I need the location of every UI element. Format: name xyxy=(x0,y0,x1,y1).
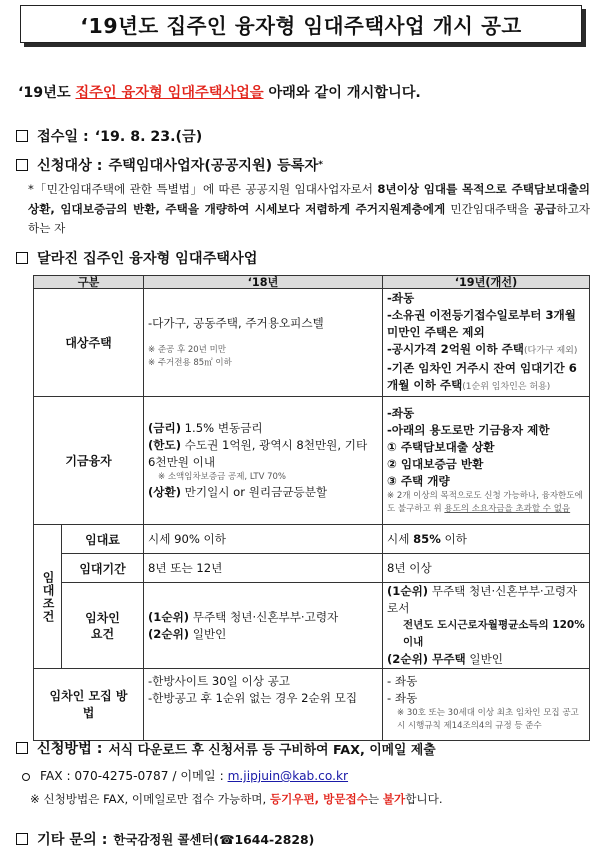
row-label: 임대료 xyxy=(62,525,144,554)
intro-sentence xyxy=(18,82,421,102)
note-highlight: 불가 xyxy=(382,792,406,806)
cell-text: - 좌동 xyxy=(387,691,418,705)
row-label: 기금융자 xyxy=(34,397,144,525)
cell-2019: 8년 이상 xyxy=(383,554,590,583)
row-label-text: 임차인 요건 xyxy=(85,610,120,641)
cell-text: 수도권 1억원, 광역시 8천만원, 기타 6천만원 이내 xyxy=(148,438,368,469)
cell-text: -좌동 xyxy=(387,406,415,420)
cell-2018: 8년 또는 12년 xyxy=(144,554,383,583)
cell-text: 일반인 xyxy=(465,652,504,666)
cell-key: (1순위) xyxy=(148,609,190,624)
cell-2018 xyxy=(144,583,383,669)
comparison-table xyxy=(33,275,590,741)
cell-note: (1순위 임차인은 허용) xyxy=(462,381,551,392)
cell-text: 일반인 xyxy=(189,626,227,641)
cell-text: -다가구, 공동주택, 주거용오피스텔 xyxy=(148,316,324,330)
cell-2018 xyxy=(144,669,383,741)
cell-2018: 시세 90% 이하 xyxy=(144,525,383,554)
cell-text: -한방사이트 30일 이상 공고 xyxy=(148,674,290,688)
note-bold: 공급 xyxy=(533,201,557,216)
contact-fax-email xyxy=(22,767,348,784)
cell-key: (한도) xyxy=(148,438,181,452)
row-label xyxy=(62,583,144,669)
note-part: 는 xyxy=(367,792,383,806)
note-part: ※ 신청방법은 FAX, 이메일로만 접수 가능하며, xyxy=(30,792,270,806)
cell-key: (상환) xyxy=(148,485,181,499)
cell-text: 무주택 청년·신혼부부·고령자 xyxy=(189,609,339,624)
cell-text: 1.5% 변동금리 xyxy=(181,421,263,435)
table-row xyxy=(34,554,590,583)
cell-2019 xyxy=(383,583,590,669)
intro-highlight: 집주인 융자형 임대주택사업을 xyxy=(75,85,264,101)
cell-text: -공시가격 2억원 이하 주택 xyxy=(387,341,524,356)
intro-pre: ‘19년도 xyxy=(18,85,76,101)
cell-text: 시세 xyxy=(387,532,414,546)
checkbox-bullet-icon xyxy=(16,130,28,142)
cell-key: (2순위) xyxy=(148,626,190,641)
cell-text: 이하 xyxy=(440,532,467,546)
changes-heading: 달라진 집주인 융자형 임대주택사업 xyxy=(37,251,258,267)
method-section xyxy=(16,738,436,758)
cell-text: - 좌동 xyxy=(387,674,418,688)
cell-key: 85% xyxy=(413,532,441,546)
note-part: 합니다. xyxy=(405,792,443,806)
contact-value: 한국감정원 콜센터(☎1644-2828) xyxy=(113,832,315,847)
row-label xyxy=(34,669,144,741)
target-label: 신청대상 : xyxy=(37,158,103,174)
cell-note: (다가구 제외) xyxy=(523,345,578,356)
cell-key: (2순위) xyxy=(387,652,429,666)
method-note xyxy=(30,791,443,807)
table-row xyxy=(34,669,590,741)
cell-note: ※ 준공 후 20년 미만 xyxy=(148,345,227,355)
target-section xyxy=(16,155,323,175)
table-row xyxy=(34,289,590,397)
row-label-text: 임차인 모집 방법 xyxy=(49,688,128,720)
cell-note: ※ 30호 또는 30세대 이상 최초 임차인 모집 공고 시 시행규칙 제14조의4의 규정 등 준수 xyxy=(397,708,579,731)
method-label: 신청방법 : xyxy=(37,741,103,757)
footnote-mark: * xyxy=(318,160,323,170)
cell-text: ② 임대보증금 반환 xyxy=(387,457,484,471)
vertical-label: 임대조건 xyxy=(41,570,55,623)
page-title: ‘19년도 집주인 융자형 임대주택사업 개시 공고 xyxy=(20,5,582,43)
cell-note: 용도의 소요자금을 초과할 수 없음 xyxy=(444,504,571,514)
table-row xyxy=(34,397,590,525)
fax-line: FAX : 070-4275-0787 / 이메일 : xyxy=(40,769,228,783)
group-label-rent-conditions xyxy=(34,525,62,669)
cell-2019 xyxy=(383,397,590,525)
cell-note: ※ 주거전용 85㎡ 이하 xyxy=(148,358,232,368)
table-header-row xyxy=(34,276,590,289)
checkbox-bullet-icon xyxy=(16,742,28,754)
checkbox-bullet-icon xyxy=(16,252,28,264)
cell-2018 xyxy=(144,289,383,397)
row-label: 임대기간 xyxy=(62,554,144,583)
cell-text: -좌동 xyxy=(387,290,415,305)
target-footnote xyxy=(28,180,590,239)
cell-text: ③ 주택 개량 xyxy=(387,474,450,488)
note-highlight: 등기우편, 방문접수 xyxy=(269,792,368,806)
cell-key: 무주택 xyxy=(428,652,466,666)
row-label: 대상주택 xyxy=(34,289,144,397)
checkbox-bullet-icon xyxy=(16,159,28,171)
cell-text: ① 주택담보대출 상환 xyxy=(387,440,495,454)
note-bold: 8년이상 임대를 목적으로 주택담보대출의 상환, 임대보증금의 반환, 주택을 개량하여 시세보다 저렴하게 주거지원계층에게 xyxy=(28,182,590,216)
changes-section xyxy=(16,248,257,268)
checkbox-bullet-icon xyxy=(16,833,28,845)
cell-text: -기존 임차인 거주시 잔여 임대기간 6개월 이하 주택 xyxy=(387,360,577,392)
cell-text: 전년도 도시근로자월평균소득의 120%이내 xyxy=(403,619,585,648)
note-part: 민간임대주택을 xyxy=(445,201,534,216)
column-header: 구분 xyxy=(34,276,144,289)
cell-note: ※ 소액임차보증금 공제, LTV 70% xyxy=(158,472,286,482)
table-row xyxy=(34,583,590,669)
receipt-section xyxy=(16,126,202,146)
cell-text: -한방공고 후 1순위 없는 경우 2순위 모집 xyxy=(148,691,358,705)
receipt-date: ‘19. 8. 23.(금) xyxy=(94,129,203,145)
contact-section xyxy=(16,829,314,849)
note-part: *「민간임대주택에 관한 특별법」에 따른 공공지원 임대사업자로서 xyxy=(28,182,378,196)
cell-text: 무주택 청년·신혼부부·고령자로서 xyxy=(387,584,578,615)
contact-label: 기타 문의 : xyxy=(37,832,108,848)
cell-note: ※ 2개 이상의 목적으로도 신청 가능하나, 융자한도에도 불구하고 위 xyxy=(387,491,583,514)
receipt-label: 접수일 : xyxy=(37,129,89,145)
cell-text: 만기일시 or 원리금균등분할 xyxy=(181,485,328,499)
cell-text: -소유권 이전등기접수일로부터 3개월 미만인 주택은 제외 xyxy=(387,307,576,339)
column-header: ‘19년(개선) xyxy=(383,276,590,289)
cell-key: (금리) xyxy=(148,421,181,435)
intro-post: 아래와 같이 개시합니다. xyxy=(263,85,421,101)
cell-key: (1순위) xyxy=(387,584,429,598)
target-value: 주택임대사업자(공공지원) 등록자 xyxy=(108,158,319,174)
table-row xyxy=(34,525,590,554)
note-part: 하고자 하는 자 xyxy=(28,201,590,235)
method-value: 서식 다운로드 후 신청서류 등 구비하여 FAX, 이메일 제출 xyxy=(108,742,436,758)
cell-2018 xyxy=(144,397,383,525)
cell-2019 xyxy=(383,669,590,741)
cell-2019 xyxy=(383,525,590,554)
cell-text: -아래의 용도로만 기금융자 제한 xyxy=(387,423,550,437)
circle-bullet-icon xyxy=(22,773,30,781)
cell-2019 xyxy=(383,289,590,397)
email-link[interactable]: m.jipjuin@kab.co.kr xyxy=(227,769,349,783)
column-header: ‘18년 xyxy=(144,276,383,289)
